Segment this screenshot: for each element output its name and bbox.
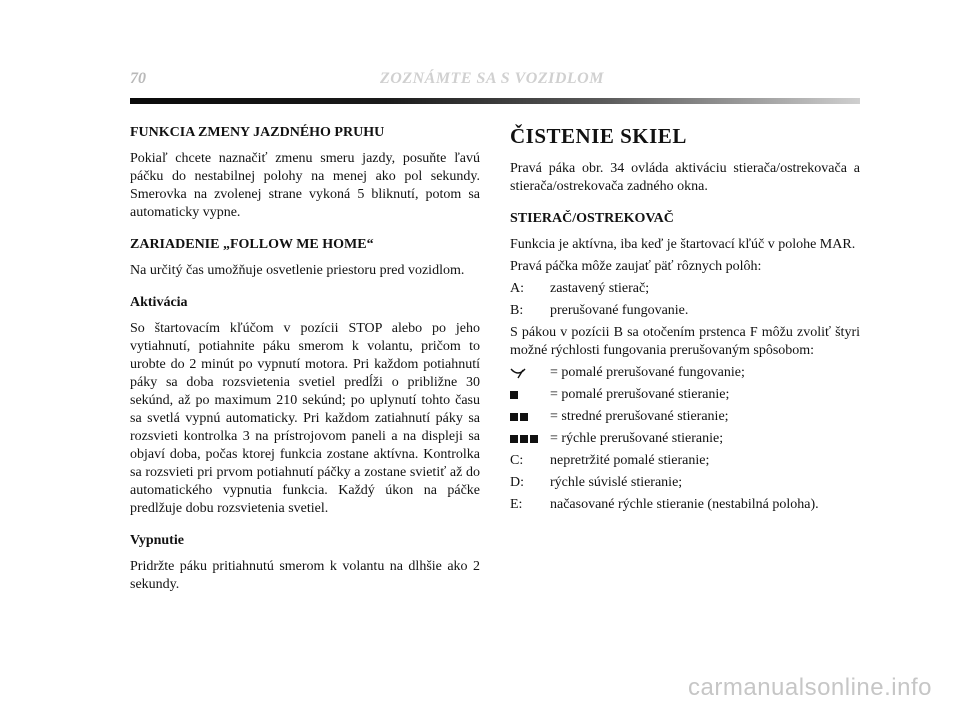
triple-square-icon — [510, 430, 550, 448]
lane-change-heading: FUNKCIA ZMENY JAZDNÉHO PRUHU — [130, 125, 385, 140]
speed-option-3-text: = stredné prerušované stieranie; — [550, 409, 729, 424]
deactivation-heading: Vypnutie — [130, 533, 184, 548]
speed-option-2 — [510, 386, 860, 404]
deactivation-paragraph: Pridržte páku pritiahnutú smerom k volantu na dlhšie ako 2 sekundy. — [130, 559, 480, 592]
position-c — [510, 452, 860, 470]
wiper-active-note: Funkcia je aktívna, iba keď je štartovací kľúč v polohe MAR. — [510, 237, 856, 252]
right-column — [510, 124, 860, 518]
window-cleaning-intro: Pravá páka obr. 34 ovláda aktiváciu stierača/ostrekovača a stierača/ostrekovača zadného okna. — [510, 161, 860, 194]
page-number: 70 — [130, 70, 146, 87]
speed-option-1 — [510, 364, 860, 382]
lane-change-paragraph: Pokiaľ chcete naznačiť zmenu smeru jazdy, posuňte ľavú páčku do nestabilnej polohy na menej ako pol sekundy. Smerovka na zvolenej strane vykoná 5 bliknutí, potom sa automaticky vypne. — [130, 151, 480, 220]
follow-me-home-paragraph: Na určitý čas umožňuje osvetlenie priestoru pred vozidlom. — [130, 263, 465, 278]
position-e-key: E: — [510, 497, 523, 512]
running-title: ZOZNÁMTE SA S VOZIDLOM — [380, 70, 604, 87]
position-d-key: D: — [510, 475, 524, 490]
position-a — [510, 280, 860, 298]
position-d-text: rýchle súvislé stieranie; — [550, 475, 683, 490]
watermark: carmanualsonline.info — [688, 674, 932, 701]
speed-option-4 — [510, 430, 860, 448]
speed-option-2-text: = pomalé prerušované stieranie; — [550, 387, 730, 402]
wiper-sweep-icon — [510, 364, 550, 382]
position-e-text: načasované rýchle stieranie (nestabilná poloha). — [550, 497, 819, 512]
position-c-key: C: — [510, 453, 524, 468]
position-b-text: prerušované fungovanie. — [550, 303, 689, 318]
wiper-positions-intro: Pravá páčka môže zaujať päť rôznych polôh: — [510, 259, 762, 274]
single-square-icon — [510, 386, 550, 404]
position-e — [510, 496, 860, 514]
wiper-washer-heading: STIERAČ/OSTREKOVAČ — [510, 211, 674, 226]
left-column — [130, 124, 480, 608]
position-c-text: nepretržité pomalé stieranie; — [550, 453, 710, 468]
position-b — [510, 302, 860, 320]
follow-me-home-heading: ZARIADENIE „FOLLOW ME HOME“ — [130, 237, 374, 252]
position-a-key: A: — [510, 281, 524, 296]
activation-heading: Aktivácia — [130, 295, 188, 310]
activation-paragraph: So štartovacím kľúčom v pozícii STOP alebo po jeho vytiahnutí, potiahnite páku smerom k volantu, pričom to urobte do 2 minút po vypnutí motora. Pri každom potiahnutí páky sa doba rozsvietenia svetiel predĺži o približne 30 sekúnd, až po maximum 210 sekúnd; po uplynutí tohto času sa svetlá vypnú automaticky. Pri každom zatiahnutí páky sa rozsvieti kontrolka 3 na prístrojovom paneli a na displeji sa objaví doba, počas ktorej funkcia zostane aktívna. Kontrolka sa rozsvieti pri prvom potiahnutí páčky a zostane svietiť až do automatického vypnutia funkcia. Každý úkon na páčke predlžuje dobu rozsvietenia svetiel. — [130, 321, 480, 516]
double-square-icon — [510, 408, 550, 426]
speed-option-3 — [510, 408, 860, 426]
window-cleaning-heading: ČISTENIE SKIEL — [510, 124, 687, 148]
header-rule — [130, 98, 860, 104]
position-a-text: zastavený stierač; — [550, 281, 650, 296]
speed-option-1-text: = pomalé prerušované fungovanie; — [550, 365, 745, 380]
position-d — [510, 474, 860, 492]
speed-option-4-text: = rýchle prerušované stieranie; — [550, 431, 724, 446]
position-b-key: B: — [510, 303, 524, 318]
ring-speed-paragraph: S pákou v pozícii B sa otočením prstenca F môžu zvoliť štyri možné rýchlosti fungovania prerušovaným spôsobom: — [510, 325, 860, 358]
